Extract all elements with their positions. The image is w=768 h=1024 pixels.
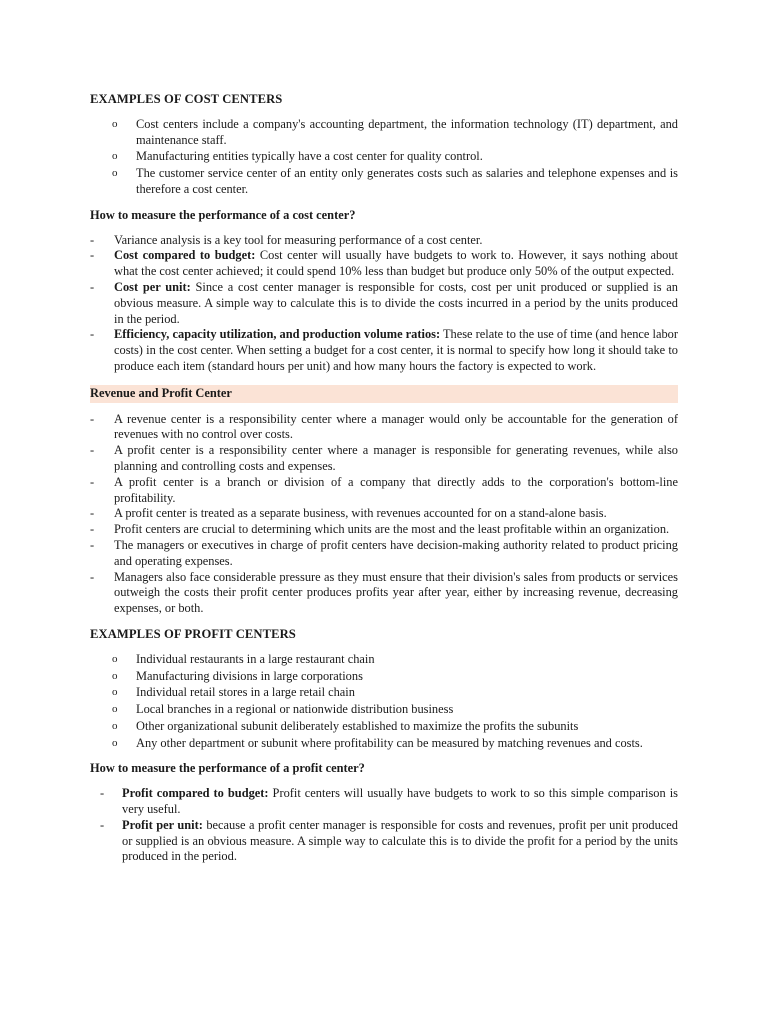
dash-bullet-icon: - (90, 248, 95, 263)
list-item: - Profit centers are crucial to determining which units are the most and the least profitable within an organization. (90, 522, 670, 537)
dash-bullet-icon: - (90, 411, 95, 426)
revenue-profit-center-list (90, 412, 678, 617)
circle-bullet-icon: o (112, 703, 118, 716)
heading-examples-of-cost-centers: EXAMPLES OF COST CENTERS (90, 92, 283, 106)
dash-bullet-icon: - (90, 279, 95, 294)
list-item: - A revenue center is a responsibility center where a manager would only be accountable for the generation of revenues with no control over costs. (90, 411, 678, 442)
circle-bullet-icon: o (112, 719, 118, 732)
dash-bullet-icon: - (90, 327, 95, 342)
heading-cost-center-performance: How to measure the performance of a cost center? (90, 207, 356, 222)
heading-examples-of-profit-centers: EXAMPLES OF PROFIT CENTERS (90, 626, 296, 641)
list-item: - Profit per unit: because a profit center manager is responsible for costs and revenues, profit per unit produced or supplied is an obvious measure. A simple way to calculate this is to divide the profit for a period by the units produced in the period. (100, 817, 679, 864)
heading-revenue-and-profit-center: Revenue and Profit Center (90, 385, 678, 403)
list-item: - Cost per unit: Since a cost center manager is responsible for costs, cost per unit produced or supplied is an obvious measure. A simple way to calculate this is to divide the costs incurred in a period by the units produced in the period. (90, 279, 678, 326)
circle-bullet-icon: o (112, 167, 118, 180)
circle-bullet-icon: o (112, 736, 118, 749)
dash-bullet-icon: - (90, 569, 95, 584)
dash-bullet-icon: - (100, 786, 105, 801)
list-item: o Local branches in a regional or nationwide distribution business (112, 702, 454, 717)
profit-center-examples-list (90, 652, 678, 752)
list-item: - Cost compared to budget: Cost center will usually have budgets to work to. However, it says nothing about what the cost center achieved; it could spend 10% less than budget but produce only 50% of the output expected. (90, 248, 678, 279)
dash-bullet-icon: - (90, 522, 95, 537)
term-label: Cost compared to budget: (114, 248, 256, 263)
dash-bullet-icon: - (90, 537, 95, 552)
dash-bullet-icon: - (90, 232, 95, 247)
list-item: o Any other department or subunit where profitability can be measured by matching revenues and costs. (112, 735, 643, 750)
list-item: - The managers or executives in charge of profit centers have decision-making authority related to product pricing and operating expenses. (90, 537, 678, 568)
profit-center-performance-list (90, 786, 678, 865)
list-item: - A profit center is a responsibility center where a manager is responsible for generating revenues, while also planning and controlling costs and expenses. (90, 443, 678, 473)
dash-bullet-icon: - (90, 506, 95, 521)
list-item: o Other organizational subunit deliberately established to maximize the profits the subunits (112, 718, 579, 733)
heading-profit-center-performance: How to measure the performance of a profit center? (90, 761, 365, 776)
list-item: - Managers also face considerable pressure as they must ensure that their division's sales from products or services outweigh the costs their profit center produces profits year after year, either by increasing revenue, decreasing expenses, or both. (90, 569, 678, 616)
circle-bullet-icon: o (112, 652, 118, 665)
list-item: o Manufacturing divisions in large corporations (112, 668, 363, 683)
circle-bullet-icon: o (112, 150, 118, 163)
document-page (90, 92, 678, 875)
dash-bullet-icon: - (90, 474, 95, 489)
list-item: - A profit center is treated as a separate business, with revenues accounted for on a stand-alone basis. (90, 506, 607, 521)
term-label: Profit per unit: (122, 817, 203, 832)
cost-center-performance-list (90, 233, 678, 375)
list-item: o Manufacturing entities typically have a cost center for quality control. (112, 149, 483, 164)
list-item: - Efficiency, capacity utilization, and production volume ratios: These relate to the use of time (and hence labor costs) in the cost center. When setting a budget for a cost center, it is normal to specify how long it should take to produce each item (standard hours per unit) and how many hours the factory is expected to work. (90, 327, 678, 373)
list-item: o Cost centers include a company's accounting department, the information technology (IT) department, and maintenance staff. (112, 116, 678, 147)
list-item: o Individual retail stores in a large retail chain (112, 685, 355, 700)
list-item: - Variance analysis is a key tool for measuring performance of a cost center. (90, 232, 483, 247)
dash-bullet-icon: - (90, 443, 95, 458)
list-item: o The customer service center of an entity only generates costs such as salaries and telephone expenses and is therefore a cost center. (112, 166, 678, 196)
circle-bullet-icon: o (112, 117, 118, 130)
dash-bullet-icon: - (100, 817, 105, 832)
list-item: o Individual restaurants in a large restaurant chain (112, 651, 375, 666)
term-label: Cost per unit: (114, 279, 191, 294)
list-item: - A profit center is a branch or division of a company that directly adds to the corporation's bottom-line profitability. (90, 474, 678, 505)
term-label: Profit compared to budget: (122, 786, 269, 801)
circle-bullet-icon: o (112, 686, 118, 699)
circle-bullet-icon: o (112, 669, 118, 682)
cost-center-examples-list (90, 117, 678, 198)
term-label: Efficiency, capacity utilization, and production volume ratios: (114, 327, 441, 342)
list-item: - Profit compared to budget: Profit centers will usually have budgets to work to so this simple comparison is very useful. (100, 786, 678, 817)
